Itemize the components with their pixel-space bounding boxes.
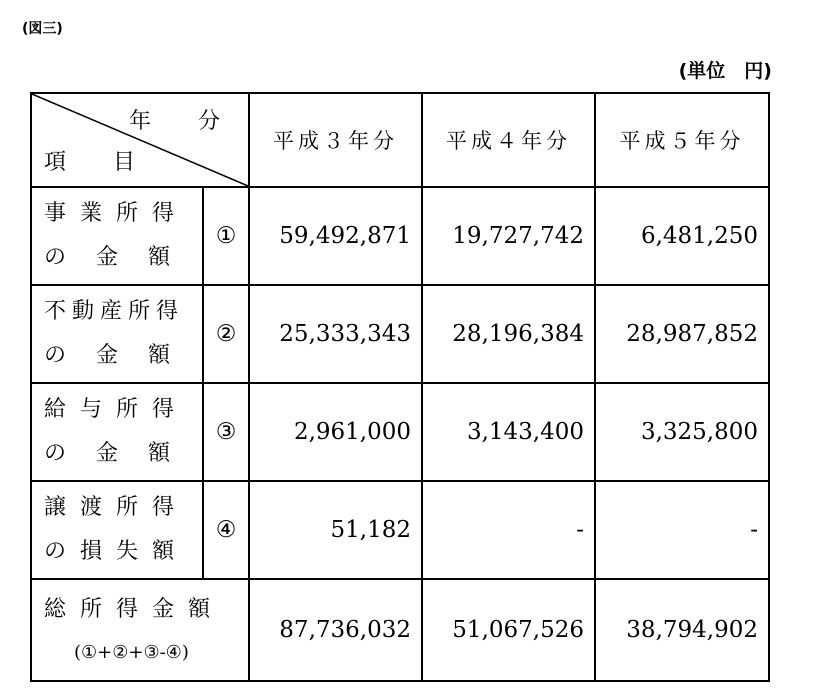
- table-row: [31, 187, 769, 285]
- row-name: [31, 383, 203, 481]
- total-name: [31, 579, 249, 681]
- row-value-1: 51,182: [249, 481, 422, 579]
- row-value-3: -: [595, 481, 769, 579]
- corner-cell: [31, 93, 249, 187]
- total-formula: (①+②+③-④): [74, 642, 189, 663]
- row-number: ③: [203, 383, 249, 481]
- year-header-1: 平成３年分: [249, 93, 422, 187]
- row-value-3: 6,481,250: [595, 187, 769, 285]
- row-name-line1: 譲渡所得: [44, 495, 189, 520]
- row-name: [31, 187, 203, 285]
- row-number: ②: [203, 285, 249, 383]
- header-row: [31, 93, 769, 187]
- row-value-1: 2,961,000: [249, 383, 422, 481]
- total-name-line1: 総所得金額: [44, 597, 225, 622]
- row-value-2: 3,143,400: [422, 383, 595, 481]
- table-row: [31, 285, 769, 383]
- row-name: [31, 285, 203, 383]
- year-header-2: 平成４年分: [422, 93, 595, 187]
- table-row: [31, 481, 769, 579]
- row-value-3: 28,987,852: [595, 285, 769, 383]
- row-value-2: -: [422, 481, 595, 579]
- corner-year-label: 年 分: [129, 109, 240, 134]
- corner-item-label: 項 目: [44, 150, 155, 175]
- row-value-1: 59,492,871: [249, 187, 422, 285]
- row-name-line2: の金額: [44, 441, 201, 466]
- unit-label: (単位 円): [678, 60, 772, 82]
- year-header-3: 平成５年分: [595, 93, 769, 187]
- row-name-line2: の金額: [44, 343, 201, 368]
- total-value-1: 87,736,032: [249, 579, 422, 681]
- row-name-line2: の損失額: [44, 539, 189, 564]
- row-name-line1: 給与所得: [44, 397, 189, 422]
- row-name-line1: 不動産所得: [44, 299, 185, 324]
- row-value-2: 19,727,742: [422, 187, 595, 285]
- row-name-line2: の金額: [44, 245, 201, 270]
- row-value-1: 25,333,343: [249, 285, 422, 383]
- row-name: [31, 481, 203, 579]
- row-value-3: 3,325,800: [595, 383, 769, 481]
- total-value-3: 38,794,902: [595, 579, 769, 681]
- row-number: ④: [203, 481, 249, 579]
- income-table: [30, 92, 770, 682]
- row-name-line1: 事業所得: [44, 201, 189, 226]
- table-row: [31, 383, 769, 481]
- row-number: ①: [203, 187, 249, 285]
- figure-label: (図三): [22, 21, 63, 37]
- total-value-2: 51,067,526: [422, 579, 595, 681]
- total-row: [31, 579, 769, 681]
- row-value-2: 28,196,384: [422, 285, 595, 383]
